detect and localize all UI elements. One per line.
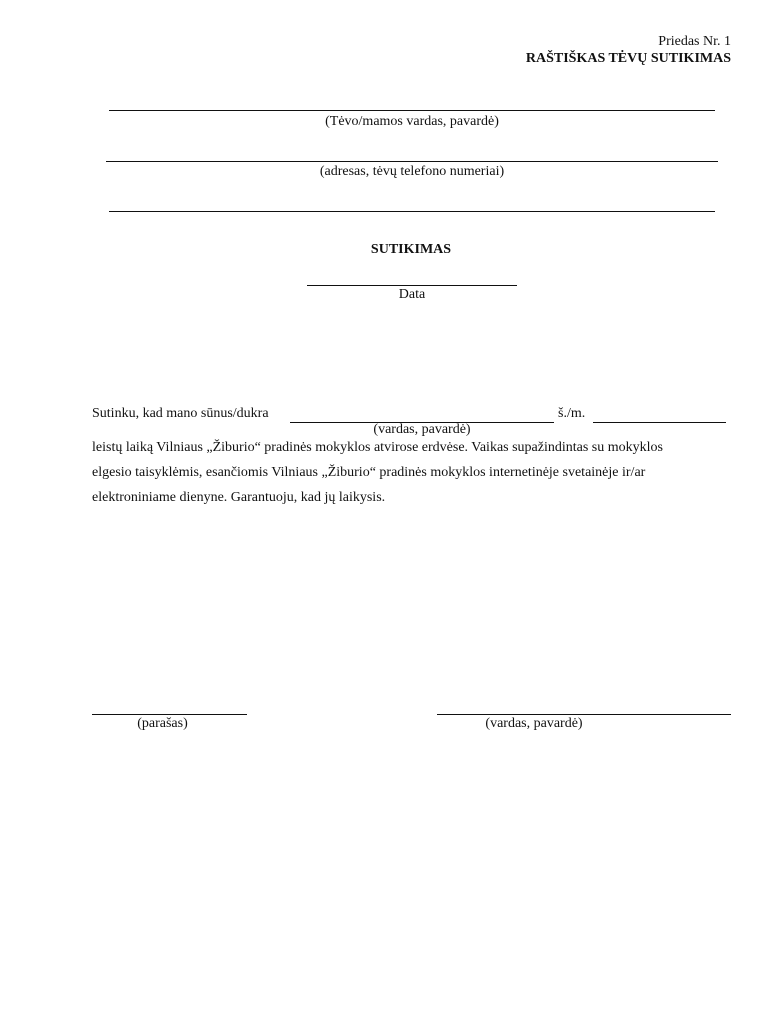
signature-line[interactable] <box>92 714 247 715</box>
extra-line[interactable] <box>109 211 715 212</box>
signer-name-line[interactable] <box>437 714 731 715</box>
body-line1-start: Sutinku, kad mano sūnus/dukra <box>92 406 269 421</box>
child-name-caption: (vardas, pavardė) <box>373 422 471 437</box>
parent-name-line[interactable] <box>109 110 715 111</box>
annex-number: Priedas Nr. 1 <box>658 34 731 49</box>
date-caption: Data <box>398 287 426 302</box>
body-line3: elgesio taisyklėmis, esančiomis Vilniaus „Žiburio“ pradinės mokyklos internetinėje svetainėje ir/ar <box>92 465 646 480</box>
body-line2: leistų laiką Vilniaus „Žiburio“ pradinės mokyklos atvirose erdvėse. Vaikas supažindintas su mokyklos <box>92 440 663 455</box>
body-line4: elektroniniame dienyne. Garantuoju, kad jų laikysis. <box>92 490 386 505</box>
school-year-line[interactable] <box>593 422 726 423</box>
consent-heading: SUTIKIMAS <box>370 242 452 257</box>
address-line[interactable] <box>106 161 718 162</box>
address-caption: (adresas, tėvų telefono numeriai) <box>319 164 505 179</box>
date-line[interactable] <box>307 285 517 286</box>
signature-caption: (parašas) <box>137 716 188 731</box>
signer-name-caption: (vardas, pavardė) <box>485 716 583 731</box>
body-line1-mid: š./m. <box>558 406 586 421</box>
document-title: RAŠTIŠKAS TĖVŲ SUTIKIMAS <box>525 51 731 66</box>
parent-name-caption: (Tėvo/mamos vardas, pavardė) <box>325 114 499 129</box>
